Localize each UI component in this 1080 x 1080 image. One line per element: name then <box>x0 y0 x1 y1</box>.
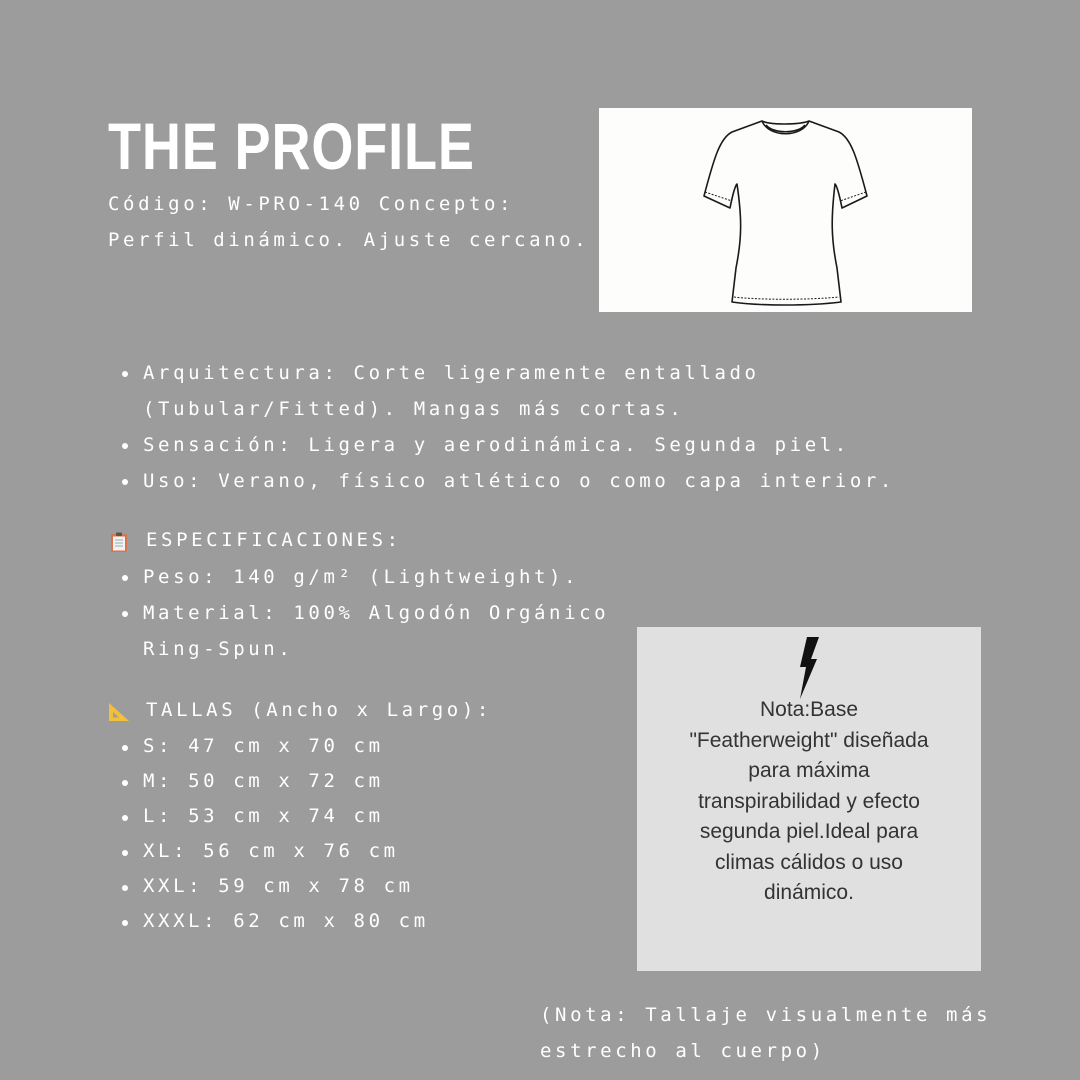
footer-note-line: (Nota: Tallaje visualmente más <box>540 1004 992 1026</box>
size-item: M: 50 cm x 72 cm <box>108 764 429 799</box>
specs-heading-label: ESPECIFICACIONES: <box>146 529 402 551</box>
footer-note <box>540 997 1020 1069</box>
list-item: Sensación: Ligera y aerodinámica. Segunda piel. <box>108 427 895 463</box>
triangular-ruler-icon <box>108 699 130 721</box>
specs-list <box>108 559 609 667</box>
specs-heading <box>108 522 402 558</box>
sizes-list <box>108 729 429 939</box>
sizes-heading <box>108 692 492 728</box>
product-image <box>599 108 972 312</box>
size-item: S: 47 cm x 70 cm <box>108 729 429 764</box>
subtitle-line: Perfil dinámico. Ajuste cercano. <box>108 229 590 251</box>
size-item: XXXL: 62 cm x 80 cm <box>108 904 429 939</box>
size-item: XXL: 59 cm x 78 cm <box>108 869 429 904</box>
subtitle-line: Código: W-PRO-140 Concepto: <box>108 193 515 215</box>
list-item: Material: 100% Algodón Orgánico Ring-Spun. <box>108 595 609 667</box>
feature-list <box>108 355 895 499</box>
lightning-bolt-icon <box>797 637 821 699</box>
footer-note-line: estrecho al cuerpo) <box>540 1040 826 1062</box>
note-box <box>637 627 981 971</box>
list-item: Arquitectura: Corte ligeramente entallado (Tubular/Fitted). Mangas más cortas. <box>108 355 895 427</box>
list-item: Uso: Verano, físico atlético o como capa interior. <box>108 463 895 499</box>
size-item: XL: 56 cm x 76 cm <box>108 834 429 869</box>
product-code-concept <box>108 186 608 258</box>
page-title: THE PROFILE <box>108 109 475 183</box>
list-item: Peso: 140 g/m² (Lightweight). <box>108 559 609 595</box>
sizes-heading-label: TALLAS (Ancho x Largo): <box>146 699 492 721</box>
clipboard-icon <box>108 529 130 551</box>
tshirt-sketch-icon <box>599 108 972 312</box>
size-item: L: 53 cm x 74 cm <box>108 799 429 834</box>
note-text: Nota:Base "Featherweight" diseñada para máxima transpirabilidad y efecto segunda piel.Ideal para climas cálidos o uso dinámico. <box>689 698 929 904</box>
